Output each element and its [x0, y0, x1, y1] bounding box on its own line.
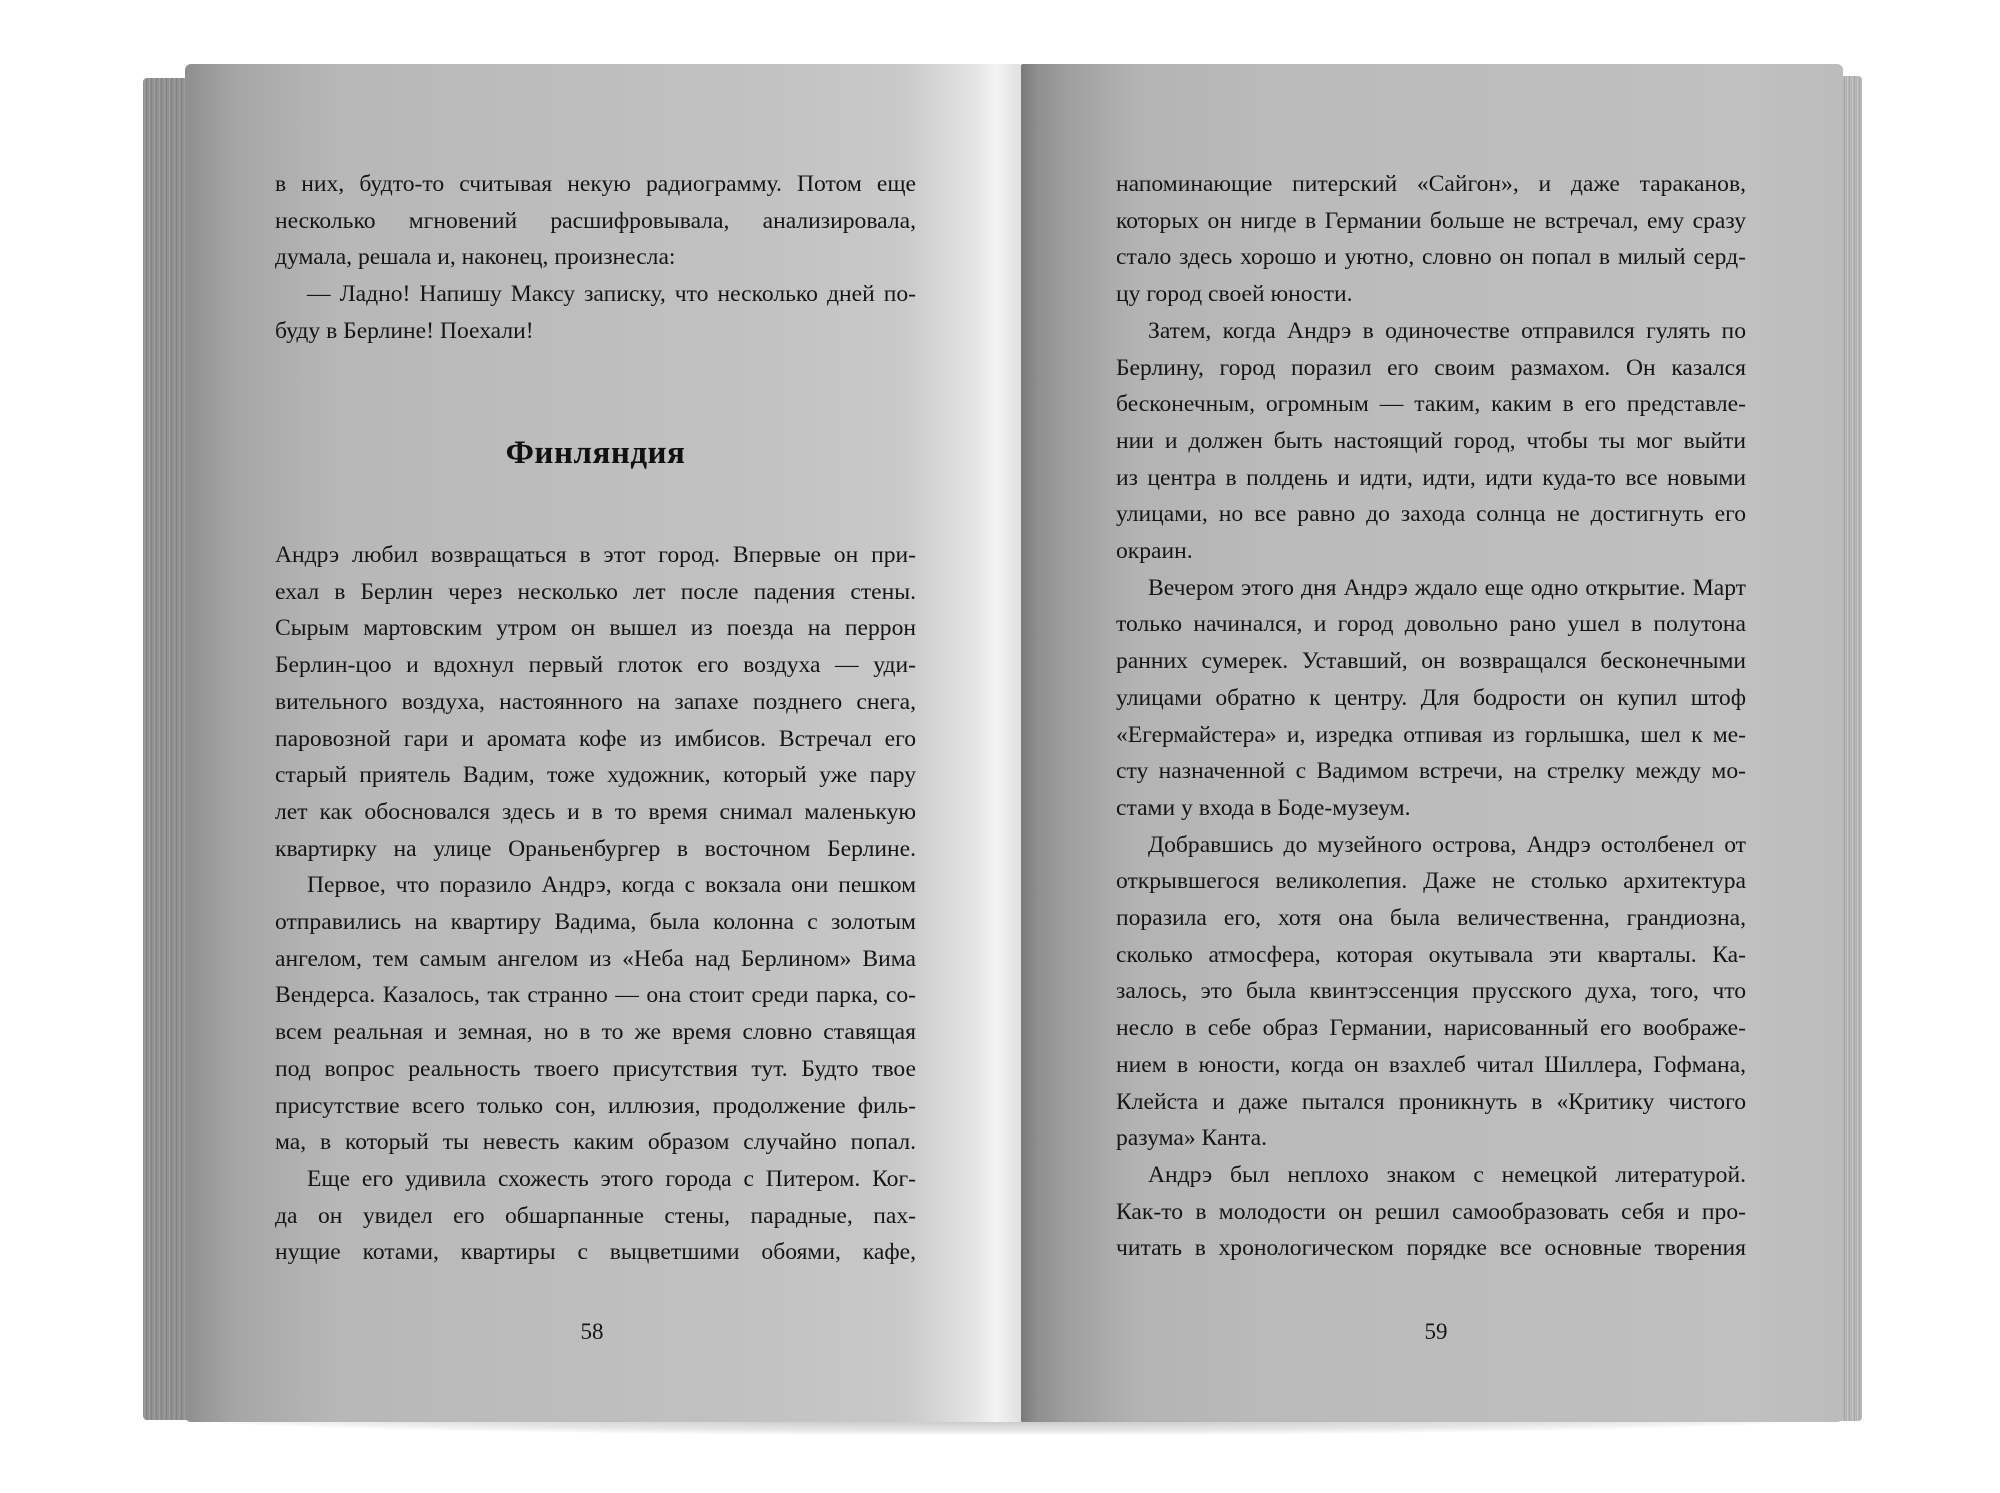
- text-line: нием в юности, когда он взахлеб читал Шиллера, Гофмана,: [1116, 1051, 1746, 1078]
- text-line: ма, в который ты невесть каким образом случайно попал.: [275, 1129, 916, 1156]
- text-line: стало здесь хорошо и уютно, словно он попал в милый серд-: [1116, 244, 1746, 271]
- text-line: сколько атмосфера, которая окутывала эти кварталы. Ка-: [1116, 941, 1746, 968]
- text-line: да он увидел его обшарпанные стены, парадные, пах-: [275, 1202, 916, 1229]
- text-line: несколько мгновений расшифровывала, анализировала,: [275, 207, 916, 234]
- text-line: Андрэ был неплохо знаком с немецкой литературой.: [1148, 1161, 1746, 1188]
- text-line: улицами, но все равно до захода солнца не достигнуть его: [1116, 501, 1746, 528]
- text-line: бесконечным, огромным — таким, каким в его представле-: [1116, 391, 1746, 418]
- text-line: присутствие всего только сон, иллюзия, продолжение филь-: [275, 1092, 916, 1119]
- text-line: нии и должен быть настоящий город, чтобы ты мог выйти: [1116, 427, 1746, 454]
- page-number: 58: [580, 1319, 604, 1344]
- left-page-edges: [143, 78, 189, 1420]
- text-line: улицами обратно к центру. Для бодрости он купил штоф: [1116, 684, 1746, 711]
- text-line: Берлину, город поразил его своим размахом. Он казался: [1116, 354, 1746, 381]
- text-line: поразила его, хотя она была величественна, грандиозна,: [1116, 905, 1746, 932]
- text-line: Еще его удивила схожесть этого города с Питером. Ког-: [307, 1165, 916, 1192]
- text-line: только начинался, и город довольно рано ушел в полутона: [1116, 611, 1746, 638]
- text-line: Клейста и даже пытался проникнуть в «Критику чистого: [1116, 1088, 1746, 1115]
- text-line: Вендерса. Казалось, так странно — она стоит среди парка, со-: [275, 982, 916, 1009]
- text-line: напоминающие питерский «Сайгон», и даже тараканов,: [1116, 171, 1746, 197]
- text-line: стами у входа в Боде-музеум.: [1116, 794, 1411, 821]
- text-line: Первое, что поразило Андрэ, когда с вокзала они пешком: [307, 872, 916, 899]
- right-page: [1021, 64, 1843, 1422]
- text-line: цу город своей юности.: [1116, 281, 1353, 308]
- text-line: «Егермайстера» и, изредка отпивая из горлышка, шел к ме-: [1116, 721, 1746, 748]
- text-line: думала, решала и, наконец, произнесла:: [275, 244, 676, 271]
- text-line: ехал в Берлин через несколько лет после падения стены.: [275, 578, 916, 605]
- text-line: из центра в полдень и идти, идти, идти куда-то все новыми: [1116, 464, 1746, 491]
- page-number: 59: [1424, 1319, 1448, 1344]
- text-line: буду в Берлине! Поехали!: [275, 317, 534, 344]
- text-line: разума» Канта.: [1116, 1125, 1268, 1152]
- text-line: паровозной гари и аромата кофе из имбисов. Встречал его: [275, 725, 916, 752]
- text-line: лет как обосновался здесь и в то время снимал маленькую: [275, 798, 916, 825]
- text-line: Добравшись до музейного острова, Андрэ остолбенел от: [1148, 831, 1746, 858]
- chapter-heading: Финляндия: [505, 435, 686, 471]
- text-line: открывшегося великолепия. Даже не столько архитектура: [1116, 868, 1746, 895]
- text-line: читать в хронологическом порядке все основные творения: [1116, 1235, 1746, 1262]
- text-line: в них, будто-то считывая некую радиограмму. Потом еще: [275, 171, 916, 197]
- text-line: ранних сумерек. Уставший, он возвращался бесконечными: [1116, 648, 1746, 675]
- text-line: всем реальная и земная, но в то же время словно ставящая: [275, 1019, 916, 1046]
- text-line: Затем, когда Андрэ в одиночестве отправился гулять по: [1148, 317, 1746, 344]
- left-page-top-text: [275, 166, 916, 350]
- text-line: Андрэ любил возвращаться в этот город. Впервые он при-: [275, 542, 916, 568]
- text-line: — Ладно! Напишу Максу записку, что несколько дней по-: [307, 281, 916, 308]
- text-line: квартирку на улице Ораньенбургер в восточном Берлине.: [275, 835, 916, 862]
- text-line: ангелом, тем самым ангелом из «Неба над Берлином» Вима: [275, 945, 916, 972]
- text-line: нущие котами, квартиры с выцветшими обоями, кафе,: [275, 1239, 916, 1266]
- text-line: Берлин-цоо и вдохнул первый глоток его воздуха — уди-: [275, 652, 916, 679]
- text-line: которых он нигде в Германии больше не встречал, ему сразу: [1116, 207, 1746, 234]
- text-line: сту назначенной с Вадимом встречи, на стрелку между мо-: [1116, 758, 1746, 785]
- left-page-body-text: [275, 537, 916, 1271]
- text-line: залось, это была квинтэссенция прусского духа, того, что: [1116, 978, 1746, 1005]
- text-line: отправились на квартиру Вадима, была колонна с золотым: [275, 909, 916, 936]
- text-line: несло в себе образ Германии, нарисованный его воображе-: [1116, 1015, 1746, 1042]
- text-line: Сырым мартовским утром он вышел из поезда на перрон: [275, 615, 916, 642]
- right-page-text: [1116, 166, 1746, 1267]
- text-line: окраин.: [1116, 538, 1193, 565]
- text-line: вительного воздуха, настоянного на запахе позднего снега,: [275, 688, 916, 715]
- text-line: Вечером этого дня Андрэ ждало еще одно открытие. Март: [1148, 574, 1746, 601]
- text-line: старый приятель Вадим, тоже художник, который уже пару: [275, 762, 916, 789]
- left-page: [185, 64, 1021, 1422]
- text-line: под вопрос реальность твоего присутствия тут. Будто твое: [275, 1055, 916, 1082]
- text-line: Как-то в молодости он решил самообразовать себя и про-: [1116, 1198, 1746, 1225]
